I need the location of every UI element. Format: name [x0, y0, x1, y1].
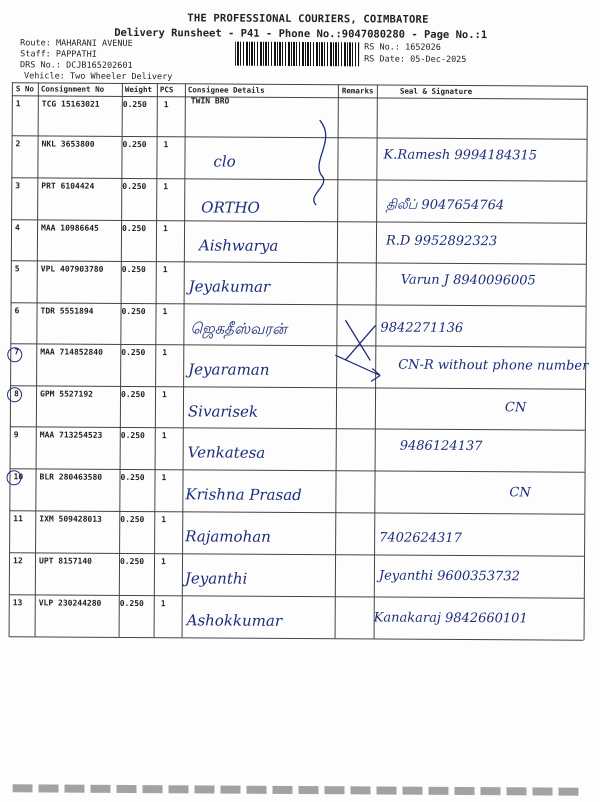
row-consignment-no: IXM 509428013	[39, 514, 102, 524]
row-weight: 0.250	[122, 99, 147, 110]
row-weight: 0.250	[121, 389, 146, 400]
row-consignee-details: ஜெகதீஸ்வரன்	[190, 319, 287, 338]
row-consignee-details: Jeyaraman	[188, 360, 270, 379]
row-sno: 4	[15, 223, 20, 233]
row-pcs: 1	[161, 515, 167, 525]
row-pcs: 1	[160, 557, 166, 567]
row-signature: திலீப் 9047654764	[386, 197, 505, 214]
row-consignment-no: PRT 6104424	[41, 181, 95, 191]
row-signature: 9486124137	[399, 438, 483, 455]
row-signature: CN	[509, 485, 531, 501]
row-pcs: 1	[163, 224, 168, 234]
row-consignee-details: Jeyanthi	[184, 569, 248, 588]
row-signature: CN	[504, 400, 527, 416]
row-consignment-no: GPM 5527192	[40, 389, 94, 399]
row-signature: Kanakaraj 9842660101	[373, 610, 528, 627]
row-signature: Varun J 8940096005	[400, 272, 536, 289]
row-signature: K.Ramesh 9994184315	[383, 147, 538, 164]
row-consignment-no: MAA 10986645	[41, 223, 99, 233]
vehicle-label: Vehicle: Two Wheeler Delivery	[23, 71, 173, 83]
row-consignee-details: Aishwarya	[198, 236, 279, 255]
row-weight: 0.250	[120, 472, 145, 483]
row-consignment-no: BLR 280463580	[39, 472, 103, 482]
row-signature: Jeyanthi 9600353732	[378, 568, 520, 585]
row-pcs: 1	[161, 473, 167, 483]
row-weight: 0.250	[121, 306, 146, 317]
row-consignee-details: Ashokkumar	[186, 611, 283, 630]
row-consignee-details: Jeyakumar	[188, 277, 271, 296]
col-header-weight: Weight	[124, 84, 153, 95]
col-header-sno: S No	[15, 84, 34, 94]
row-consignment-no: UPT 8157140	[38, 556, 93, 566]
row-consignment-no: TDR 5551894	[40, 306, 94, 316]
row-consignment-no: TCG 15163021	[41, 99, 100, 109]
row-weight: 0.250	[119, 598, 144, 609]
row-weight: 0.250	[122, 139, 147, 150]
row-pcs: 1	[163, 182, 169, 192]
row-weight: 0.250	[121, 264, 146, 275]
runsheet-subtitle: Delivery Runsheet - P41 - Phone No.:9047080280 - Page No.:1	[114, 26, 488, 42]
row-signature: CN-R without phone number	[398, 357, 589, 374]
row-pcs: 1	[162, 390, 167, 400]
row-weight: 0.250	[121, 347, 146, 358]
row-consignee-details: ORTHO	[201, 198, 260, 217]
company-title: THE PROFESSIONAL COURIERS, COIMBATORE	[187, 12, 429, 26]
row-consignee-details: TWIN BRO	[190, 96, 230, 106]
row-pcs: 1	[163, 140, 169, 150]
row-consignee-details: clo	[213, 152, 236, 171]
rs-date: RS Date: 05-Dec-2025	[364, 54, 467, 66]
rs-number: RS No.: 1652026	[364, 42, 441, 53]
row-sno: 11	[13, 514, 23, 524]
row-sno: 2	[15, 139, 21, 149]
row-signature: 7402624317	[379, 530, 462, 546]
row-pcs: 1	[163, 100, 169, 110]
row-pcs: 1	[160, 599, 166, 609]
row-consignment-no: VLP 230244280	[38, 598, 102, 608]
row-weight: 0.250	[119, 556, 145, 567]
row-sno: 10	[13, 472, 24, 482]
row-consignee-details: Rajamohan	[185, 527, 271, 546]
col-header-pcs: PCS	[159, 85, 174, 95]
row-consignee-details: Venkatesa	[187, 443, 266, 462]
row-sno: 9	[13, 430, 19, 440]
route-label: Route: MAHARANI AVENUE	[20, 38, 133, 49]
row-signature: R.D 9952892323	[385, 233, 498, 250]
row-sno: 8	[14, 389, 19, 399]
row-weight: 0.250	[122, 223, 147, 234]
drs-label: DRS No.: DCJB165202601	[20, 60, 133, 71]
row-sno: 5	[14, 264, 20, 274]
row-sno: 7	[14, 347, 20, 357]
row-consignment-no: MAA 714852840	[40, 347, 103, 357]
staff-label: Staff: PAPPATHI	[20, 49, 97, 60]
row-pcs: 1	[162, 307, 168, 317]
row-pcs: 1	[162, 348, 168, 358]
col-header-seal: Seal & Signature	[399, 86, 473, 97]
row-weight: 0.250	[122, 181, 147, 192]
row-consignment-no: MAA 713254523	[39, 430, 103, 440]
row-pcs: 1	[162, 265, 168, 275]
col-header-remarks: Remarks	[341, 86, 374, 96]
row-weight: 0.250	[120, 430, 145, 441]
col-header-consignment: Consignment No	[40, 84, 105, 94]
row-signature: 9842271136	[380, 320, 464, 336]
cross-stroke	[345, 320, 375, 360]
row-sno: 13	[12, 598, 23, 608]
row-pcs: 1	[161, 431, 167, 441]
row-sno: 1	[15, 99, 21, 109]
row-weight: 0.250	[120, 514, 145, 525]
arrow-stroke	[335, 355, 380, 381]
row-sno: 3	[15, 181, 21, 191]
row-consignee-details: Sivarisek	[187, 402, 259, 421]
row-consignee-details: Krishna Prasad	[185, 485, 302, 505]
row-sno: 12	[12, 556, 23, 566]
col-header-consignee: Consignee Details	[187, 85, 265, 95]
row-consignment-no: NKL 3653800	[41, 139, 95, 149]
row-consignment-no: VPL 407903780	[40, 264, 104, 274]
row-sno: 6	[14, 306, 20, 316]
brace-stroke	[314, 120, 326, 205]
